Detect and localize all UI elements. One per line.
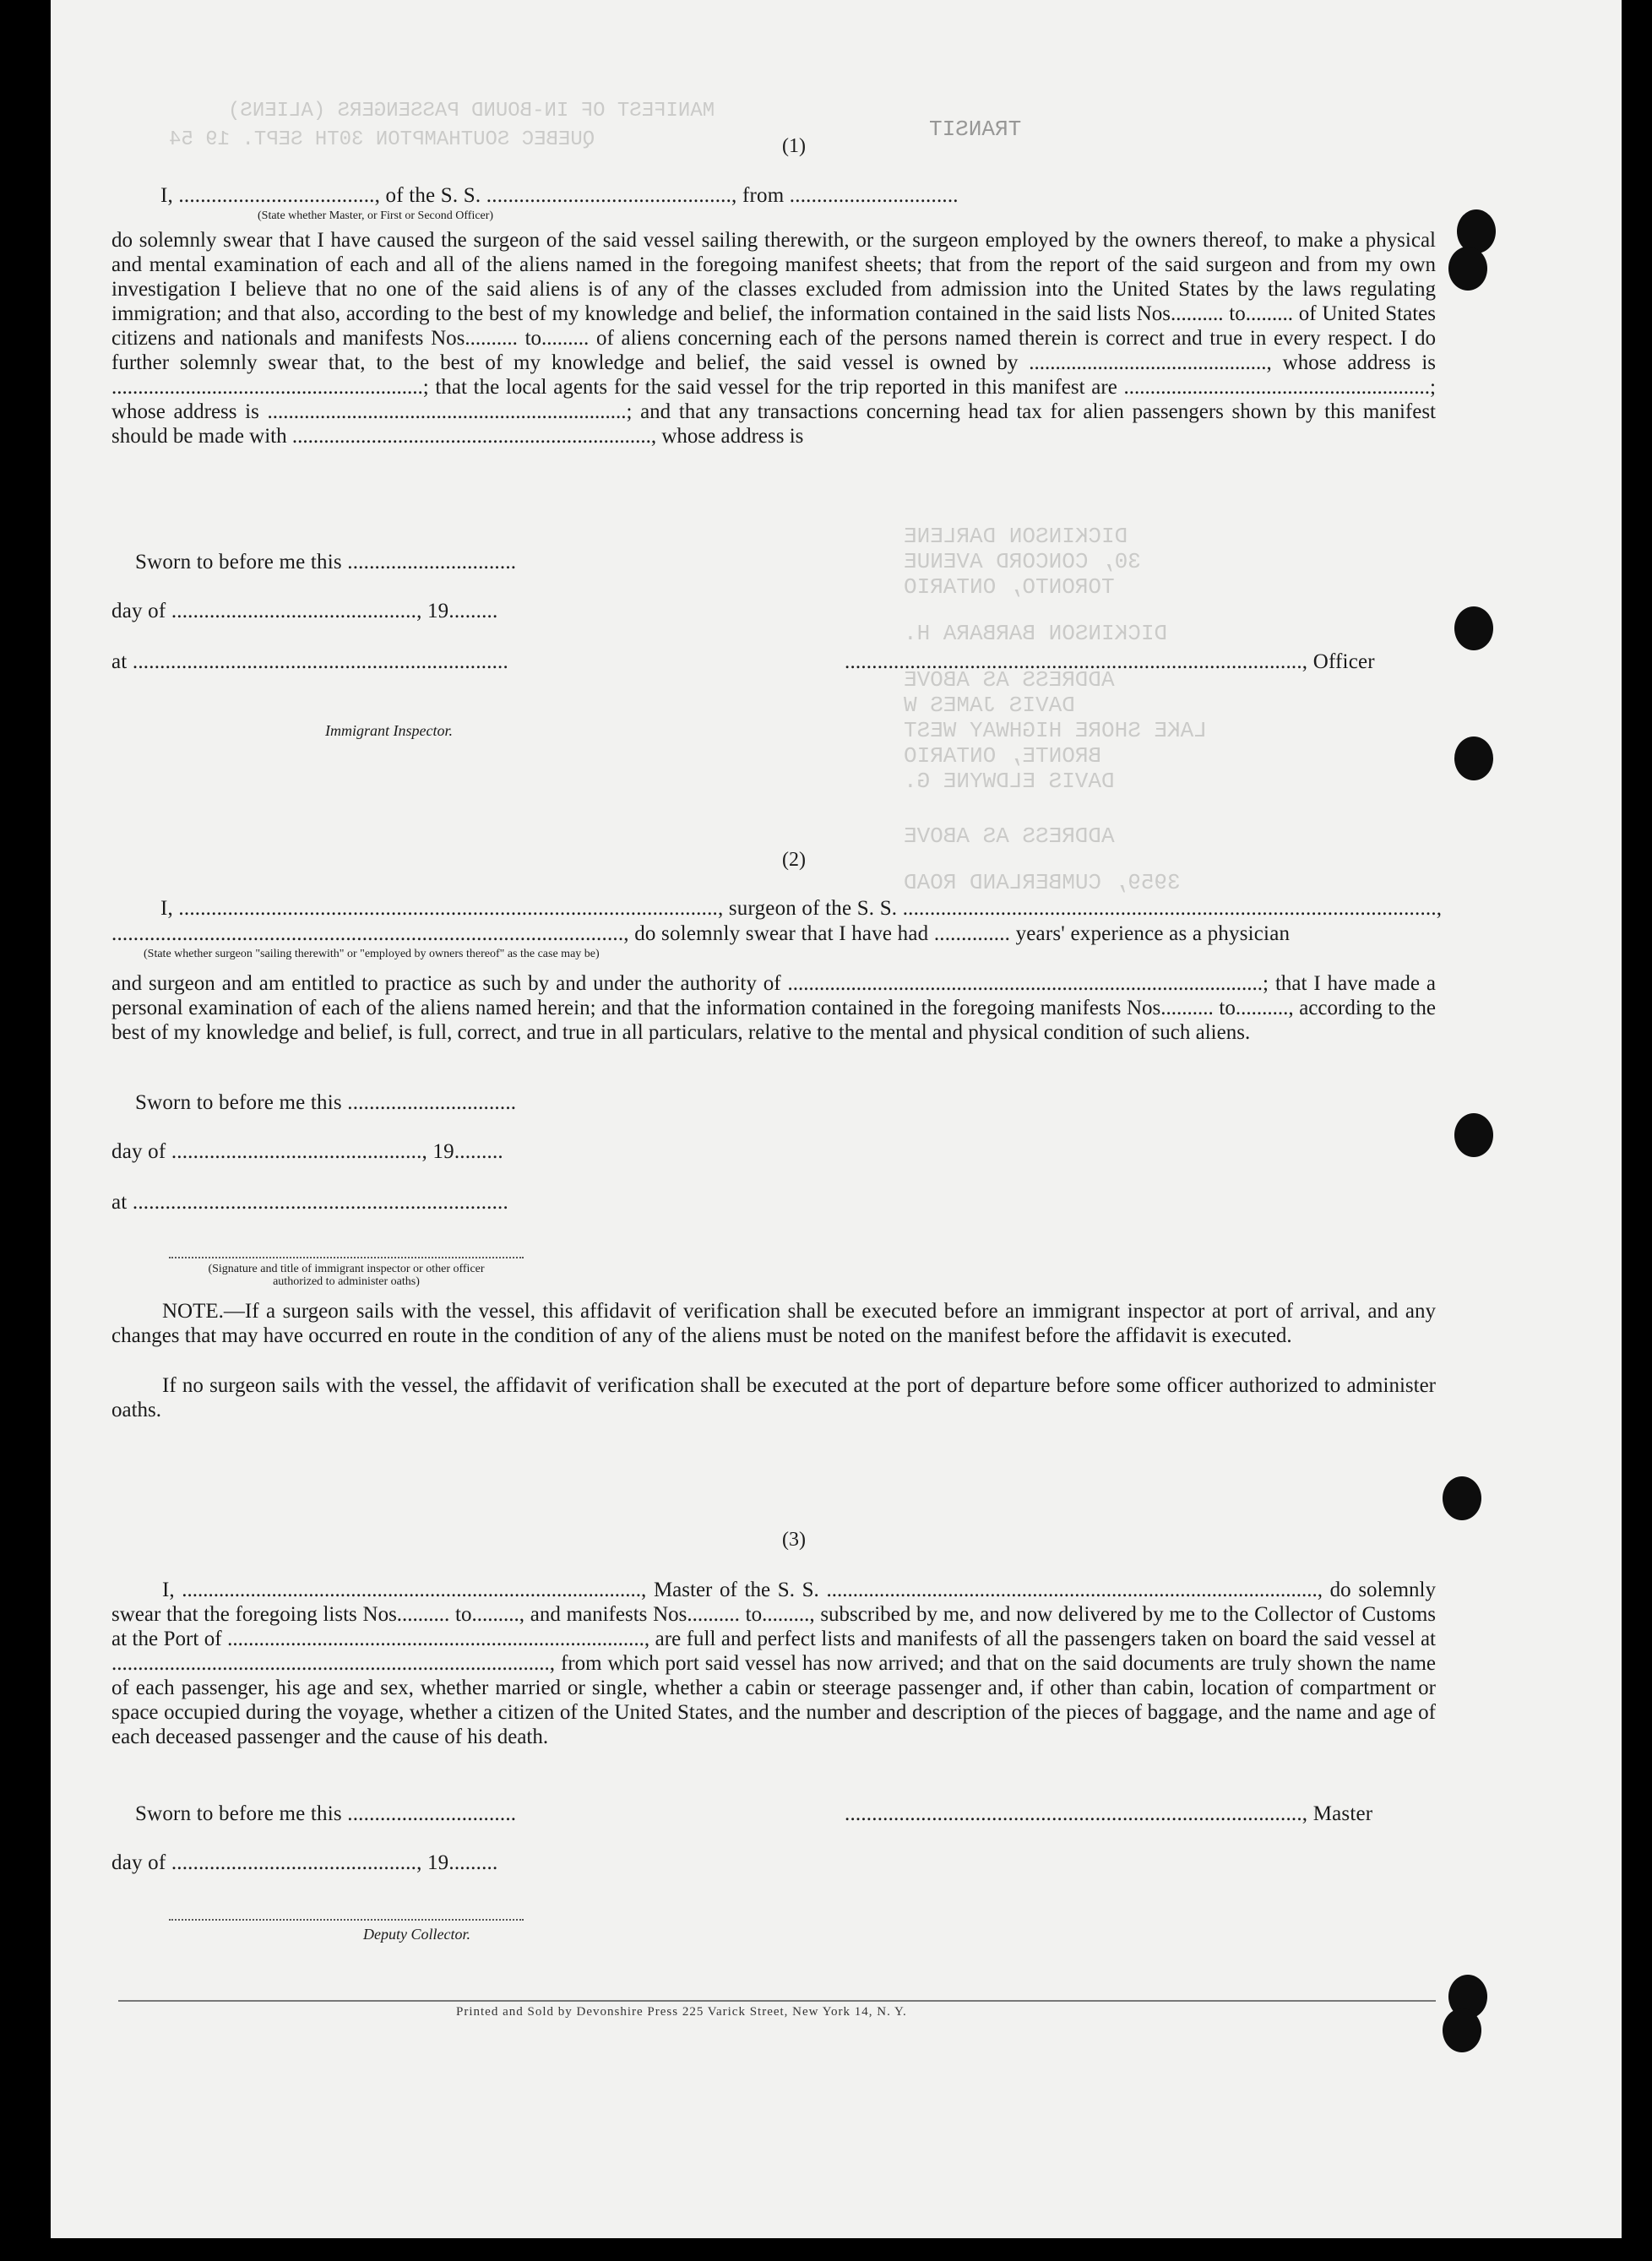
bleed-through-line: DICKINSON DARLENE — [904, 524, 1128, 549]
note-paragraph-2: If no surgeon sails with the vessel, the affidavit of verification shall be executed at the port of departure before some officer authorized to administer oaths. — [111, 1374, 1436, 1421]
surgeon-experience-line: .............................................................................................., do solemnly swear that I have had .............. years' experience as a physician — [111, 922, 1291, 945]
punch-hole — [1454, 1113, 1493, 1157]
bleed-header-line1: MANIFEST OF IN-BOUND PASSENGERS (ALIENS) — [228, 100, 715, 122]
section-2-number: (2) — [782, 849, 806, 871]
bleed-header-line2: QUEBEC SOUTHAMPTON 30TH SEPT. 19 54 — [169, 128, 595, 151]
master-oath-line: I, ...................................., of the S. S. ............................................., from ............................... — [160, 184, 959, 207]
sworn-before-line-3: Sworn to before me this ............................... — [135, 1802, 517, 1825]
printer-imprint: Printed and Sold by Devonshire Press 225 Varick Street, New York 14, N. Y. — [456, 2005, 907, 2019]
master-oath-line-note: (State whether Master, or First or Second Officer) — [258, 209, 494, 222]
master-oath-paragraph: do solemnly swear that I have caused the surgeon of the said vessel sailing therewith, or the surgeon employed by the owners thereof, to make a physical and mental examination of each and all of the aliens named in the foregoing manifest sheets; that from the report of the said surgeon and from my own investigation I believe that no one of the said aliens is of any of the classes excluded from admission into the United States by the laws regulating immigration; and that also, according to the best of my knowledge and belief, the information contained in the said lists Nos.......... to......... of United States citizens and nationals and manifests Nos.......... to......... of aliens concerning each of the persons named therein is correct and true in every respect. I do further solemnly swear that, to the best of my knowledge and belief, the said vessel is owned by ............................................., whose address is ...........................................................; that the local agents for the said vessel for the trip reported in this manifest are ..........................................................; whose address is ....................................................................; and that any transactions concerning head tax for alien passengers shown by this manifest should be made with ...................................................................., whose address is — [111, 229, 1436, 448]
bleed-through-line: DAVIS ELDWYNE G. — [904, 769, 1115, 794]
bleed-through-line: 30, CONCORD AVENUE — [904, 549, 1141, 574]
manifest-sheet — [51, 0, 1622, 2238]
punch-hole — [1454, 736, 1493, 780]
signature-line — [169, 1257, 524, 1258]
immigrant-inspector-label: Immigrant Inspector. — [325, 722, 453, 739]
officer-signature-line: ...................................................................................., Officer — [845, 650, 1375, 673]
day-of-line-2: day of .............................................., 19......... — [111, 1140, 503, 1163]
bleed-through-line: LAKE SHORE HIGHWAY WEST — [904, 718, 1207, 743]
bleed-through-line: DICKINSON BARBARA H. — [904, 621, 1168, 646]
sworn-before-line-1: Sworn to before me this ............................... — [135, 551, 517, 573]
footer-rule — [118, 2000, 1436, 2002]
master-signature-line: ...................................................................................., Master — [845, 1802, 1373, 1825]
section-1-number: (1) — [782, 135, 806, 157]
surgeon-oath-paragraph: and surgeon and am entitled to practice as such by and under the authority of ..........................................................................................; that I have made a personal examination of each of the aliens named herein; and that the information contained in the foregoing manifests Nos.......... to.........., according to the best of my knowledge and belief, is full, correct, and true in all particulars, relative to the mental and physical condition of such aliens. — [111, 972, 1436, 1044]
punch-hole — [1443, 1476, 1481, 1520]
at-line-1: at ..................................................................... — [111, 650, 508, 673]
collector-signature-line — [169, 1919, 524, 1921]
deputy-collector-label: Deputy Collector. — [363, 1926, 470, 1943]
surgeon-oath-note: (State whether surgeon "sailing therewith" or "employed by owners thereof" as the case may be) — [144, 948, 600, 960]
bleed-through-line: DAVIS JAMES W — [904, 693, 1075, 718]
bleed-through-line: BRONTE, ONTARIO — [904, 743, 1102, 769]
master-manifest-oath: I, ......................................................................................., Master of the S. S. ............................................................................................., do solemnly swear that the foregoing lists Nos.......... to........., and manifests Nos.......... to........., subscribed by me, and now delivered by me to the Collector of Customs at the Port of ..............................................................................., are full and perfect lists and manifests of all the passengers taken on board the said vessel at ..................................................................................., from which port said vessel has now arrived; and that on the said documents are truly shown the name of each passenger, his age and sex, whether married or single, whether a cabin or steerage passenger and, if other than cabin, location of compartment or space occupied during the voyage, whether a citizen of the United States, and the number and description of the pieces of baggage, and the name and age of each deceased passenger and the cause of his death. — [111, 1579, 1436, 1748]
punch-hole — [1448, 247, 1487, 291]
surgeon-oath-line: I, ..................................................................................................., surgeon of the S. S. .................................................................................................., — [160, 897, 1443, 920]
punch-hole — [1443, 2008, 1481, 2052]
section-3-number: (3) — [782, 1529, 806, 1551]
sworn-before-line-2: Sworn to before me this ............................... — [135, 1091, 517, 1114]
bleed-through-line: 3959, CUMBERLAND ROAD — [904, 870, 1181, 895]
note-paragraph: NOTE.—If a surgeon sails with the vessel, this affidavit of verification shall be executed before an immigrant inspector at port of arrival, and any changes that may have occurred en route in the condition of any of the aliens must be noted on the manifest before the affidavit is executed. — [111, 1300, 1436, 1347]
day-of-line-3: day of ............................................., 19......... — [111, 1851, 498, 1874]
day-of-line-1: day of ............................................., 19......... — [111, 600, 498, 622]
punch-hole — [1454, 606, 1493, 650]
signature-title-note: (Signature and title of immigrant inspector or other officer authorized to administer oaths) — [208, 1263, 485, 1288]
bleed-stamp: TRANSIT — [929, 117, 1022, 142]
bleed-through-line: TORONTO, ONTARIO — [904, 574, 1115, 600]
bleed-through-line: ADDRESS AS ABOVE — [904, 667, 1115, 693]
bleed-through-line: ADDRESS AS ABOVE — [904, 823, 1115, 849]
at-line-2: at ..................................................................... — [111, 1191, 508, 1214]
